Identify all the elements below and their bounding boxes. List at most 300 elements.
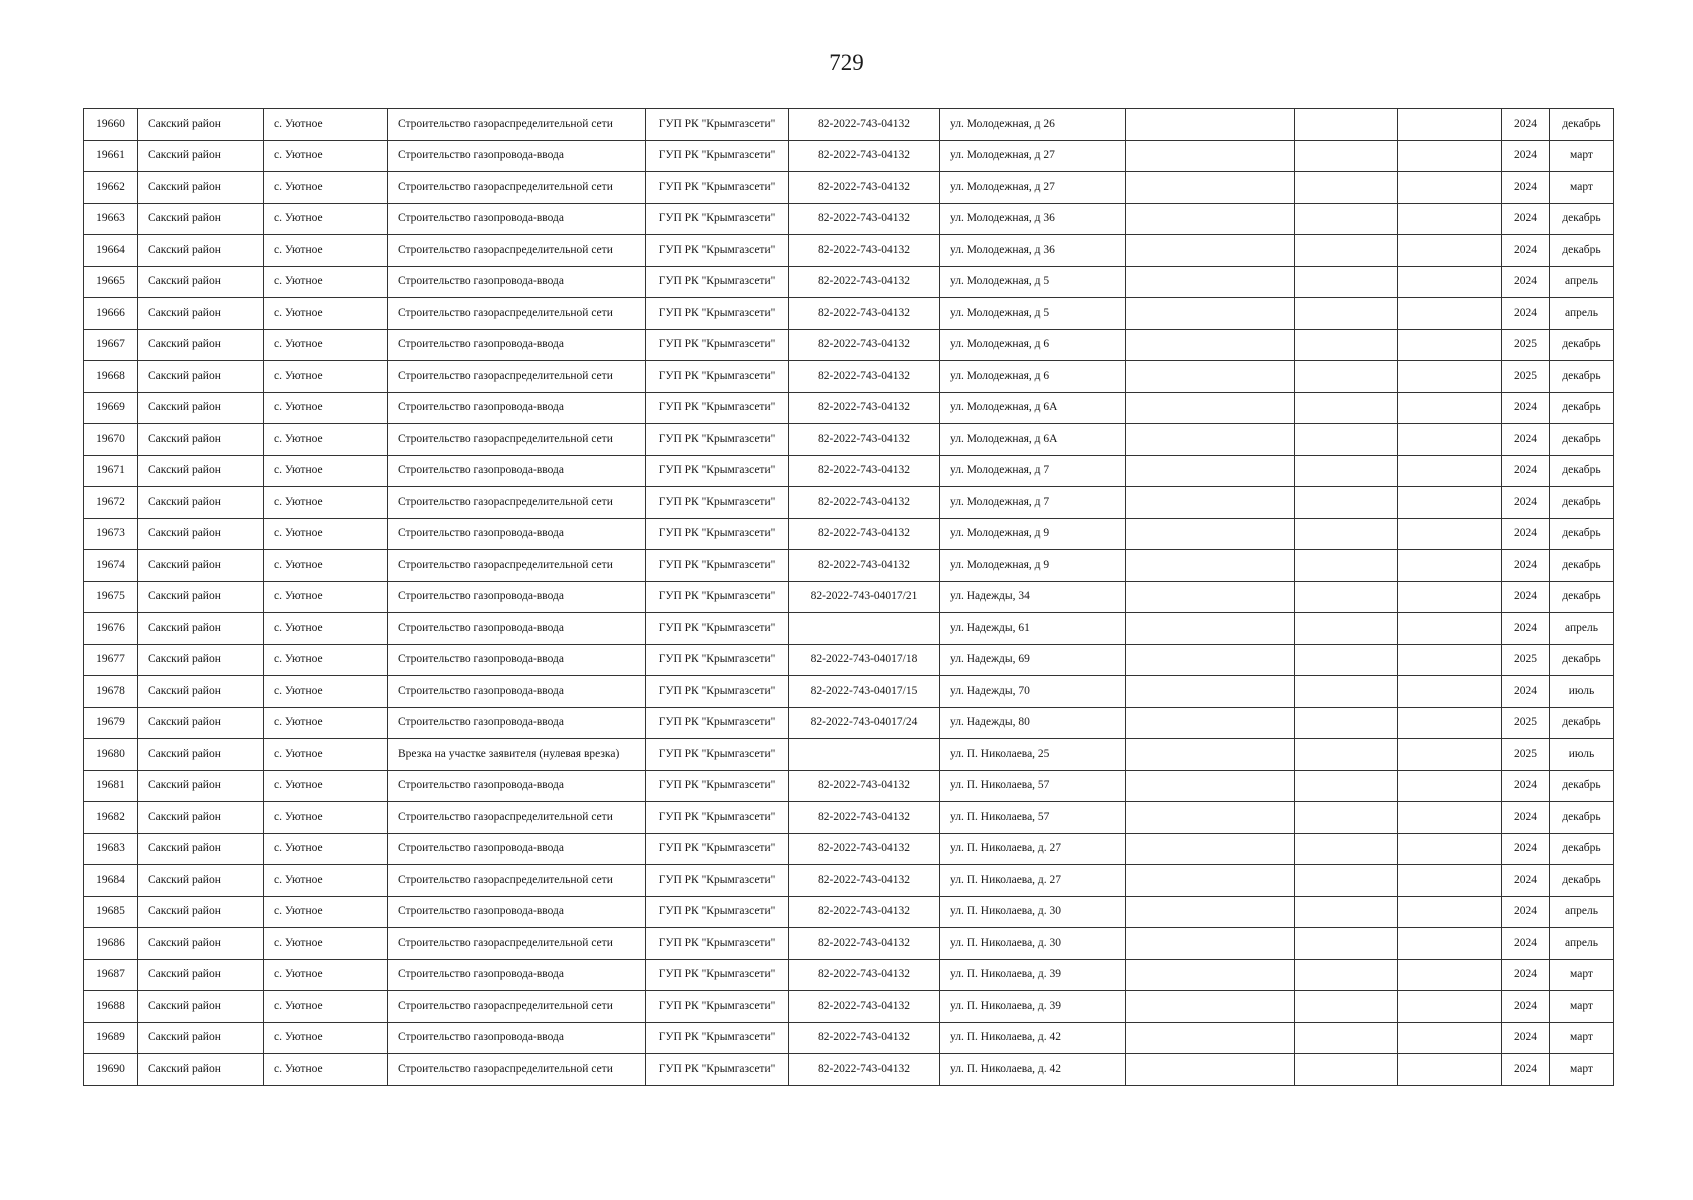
month-cell: март [1550,172,1614,204]
work-type-cell: Строительство газопровода-ввода [388,203,646,235]
empty-cell-3 [1398,770,1502,802]
year-cell: 2024 [1502,298,1550,330]
row-number: 19665 [84,266,138,298]
district-cell: Сакский район [138,896,264,928]
work-type-cell: Строительство газопровода-ввода [388,581,646,613]
village-cell: с. Уютное [264,1022,388,1054]
month-cell: апрель [1550,928,1614,960]
work-type-cell: Строительство газопровода-ввода [388,707,646,739]
village-cell: с. Уютное [264,865,388,897]
month-cell: декабрь [1550,644,1614,676]
empty-cell-2 [1295,109,1398,141]
empty-cell-1 [1126,928,1295,960]
work-type-cell: Строительство газораспределительной сети [388,802,646,834]
district-cell: Сакский район [138,518,264,550]
address-cell: ул. Надежды, 69 [940,644,1126,676]
month-cell: декабрь [1550,392,1614,424]
empty-cell-3 [1398,833,1502,865]
work-type-cell: Строительство газопровода-ввода [388,833,646,865]
row-number: 19663 [84,203,138,235]
empty-cell-1 [1126,802,1295,834]
district-cell: Сакский район [138,1054,264,1086]
table-row [84,833,1614,865]
organization-cell: ГУП РК "Крымгазсети" [646,676,789,708]
empty-cell-3 [1398,298,1502,330]
row-number: 19666 [84,298,138,330]
row-number: 19689 [84,1022,138,1054]
table-row [84,865,1614,897]
contract-number-cell: 82-2022-743-04132 [789,770,940,802]
table-row [84,581,1614,613]
table-row [84,140,1614,172]
address-cell: ул. П. Николаева, д. 27 [940,865,1126,897]
district-cell: Сакский район [138,991,264,1023]
empty-cell-1 [1126,518,1295,550]
month-cell: декабрь [1550,581,1614,613]
address-cell: ул. П. Николаева, д. 39 [940,991,1126,1023]
village-cell: с. Уютное [264,424,388,456]
village-cell: с. Уютное [264,991,388,1023]
village-cell: с. Уютное [264,928,388,960]
empty-cell-2 [1295,581,1398,613]
district-cell: Сакский район [138,676,264,708]
district-cell: Сакский район [138,644,264,676]
organization-cell: ГУП РК "Крымгазсети" [646,550,789,582]
district-cell: Сакский район [138,550,264,582]
district-cell: Сакский район [138,959,264,991]
year-cell: 2025 [1502,329,1550,361]
month-cell: декабрь [1550,833,1614,865]
empty-cell-3 [1398,392,1502,424]
empty-cell-2 [1295,518,1398,550]
empty-cell-2 [1295,140,1398,172]
village-cell: с. Уютное [264,613,388,645]
row-number: 19676 [84,613,138,645]
work-type-cell: Строительство газораспределительной сети [388,865,646,897]
contract-number-cell: 82-2022-743-04132 [789,298,940,330]
empty-cell-1 [1126,140,1295,172]
organization-cell: ГУП РК "Крымгазсети" [646,613,789,645]
address-cell: ул. П. Николаева, д. 27 [940,833,1126,865]
empty-cell-1 [1126,266,1295,298]
table-row [84,739,1614,771]
district-cell: Сакский район [138,739,264,771]
table-row [84,172,1614,204]
table-row [84,424,1614,456]
contract-number-cell [789,613,940,645]
work-type-cell: Строительство газораспределительной сети [388,1054,646,1086]
organization-cell: ГУП РК "Крымгазсети" [646,329,789,361]
empty-cell-1 [1126,109,1295,141]
row-number: 19679 [84,707,138,739]
month-cell: март [1550,959,1614,991]
organization-cell: ГУП РК "Крымгазсети" [646,109,789,141]
month-cell: декабрь [1550,707,1614,739]
empty-cell-3 [1398,487,1502,519]
empty-cell-1 [1126,172,1295,204]
district-cell: Сакский район [138,455,264,487]
table-row [84,613,1614,645]
row-number: 19672 [84,487,138,519]
empty-cell-2 [1295,329,1398,361]
empty-cell-2 [1295,235,1398,267]
year-cell: 2024 [1502,928,1550,960]
empty-cell-2 [1295,424,1398,456]
year-cell: 2024 [1502,865,1550,897]
month-cell: декабрь [1550,203,1614,235]
district-cell: Сакский район [138,203,264,235]
address-cell: ул. Молодежная, д 9 [940,550,1126,582]
contract-number-cell: 82-2022-743-04132 [789,959,940,991]
address-cell: ул. Молодежная, д 27 [940,140,1126,172]
table-row [84,896,1614,928]
table-row [84,644,1614,676]
row-number: 19664 [84,235,138,267]
village-cell: с. Уютное [264,707,388,739]
organization-cell: ГУП РК "Крымгазсети" [646,424,789,456]
empty-cell-3 [1398,1022,1502,1054]
empty-cell-3 [1398,676,1502,708]
district-cell: Сакский район [138,581,264,613]
empty-cell-1 [1126,833,1295,865]
empty-cell-2 [1295,613,1398,645]
row-number: 19673 [84,518,138,550]
contract-number-cell: 82-2022-743-04132 [789,455,940,487]
village-cell: с. Уютное [264,203,388,235]
year-cell: 2024 [1502,266,1550,298]
empty-cell-2 [1295,928,1398,960]
village-cell: с. Уютное [264,392,388,424]
month-cell: декабрь [1550,550,1614,582]
row-number: 19687 [84,959,138,991]
address-cell: ул. Молодежная, д 27 [940,172,1126,204]
empty-cell-3 [1398,550,1502,582]
table-row [84,802,1614,834]
address-cell: ул. П. Николаева, 25 [940,739,1126,771]
work-type-cell: Строительство газопровода-ввода [388,1022,646,1054]
empty-cell-2 [1295,550,1398,582]
row-number: 19667 [84,329,138,361]
address-cell: ул. Молодежная, д 5 [940,266,1126,298]
work-type-cell: Врезка на участке заявителя (нулевая врезка) [388,739,646,771]
contract-number-cell: 82-2022-743-04132 [789,865,940,897]
village-cell: с. Уютное [264,298,388,330]
empty-cell-1 [1126,581,1295,613]
work-type-cell: Строительство газораспределительной сети [388,487,646,519]
year-cell: 2024 [1502,487,1550,519]
work-type-cell: Строительство газопровода-ввода [388,329,646,361]
month-cell: июль [1550,676,1614,708]
month-cell: апрель [1550,896,1614,928]
empty-cell-1 [1126,361,1295,393]
organization-cell: ГУП РК "Крымгазсети" [646,392,789,424]
organization-cell: ГУП РК "Крымгазсети" [646,770,789,802]
empty-cell-2 [1295,802,1398,834]
address-cell: ул. П. Николаева, д. 39 [940,959,1126,991]
contract-number-cell: 82-2022-743-04132 [789,361,940,393]
village-cell: с. Уютное [264,109,388,141]
year-cell: 2024 [1502,802,1550,834]
work-type-cell: Строительство газопровода-ввода [388,959,646,991]
organization-cell: ГУП РК "Крымгазсети" [646,518,789,550]
empty-cell-1 [1126,424,1295,456]
contract-number-cell: 82-2022-743-04132 [789,802,940,834]
contract-number-cell: 82-2022-743-04132 [789,550,940,582]
row-number: 19677 [84,644,138,676]
row-number: 19685 [84,896,138,928]
organization-cell: ГУП РК "Крымгазсети" [646,896,789,928]
district-cell: Сакский район [138,140,264,172]
village-cell: с. Уютное [264,581,388,613]
row-number: 19682 [84,802,138,834]
row-number: 19675 [84,581,138,613]
month-cell: апрель [1550,298,1614,330]
address-cell: ул. П. Николаева, д. 30 [940,928,1126,960]
empty-cell-3 [1398,266,1502,298]
month-cell: декабрь [1550,109,1614,141]
empty-cell-1 [1126,392,1295,424]
empty-cell-2 [1295,298,1398,330]
empty-cell-3 [1398,991,1502,1023]
table-row [84,770,1614,802]
village-cell: с. Уютное [264,487,388,519]
district-cell: Сакский район [138,1022,264,1054]
empty-cell-2 [1295,739,1398,771]
contract-number-cell: 82-2022-743-04132 [789,518,940,550]
month-cell: декабрь [1550,802,1614,834]
empty-cell-3 [1398,361,1502,393]
empty-cell-3 [1398,109,1502,141]
empty-cell-1 [1126,487,1295,519]
organization-cell: ГУП РК "Крымгазсети" [646,865,789,897]
row-number: 19661 [84,140,138,172]
year-cell: 2024 [1502,1054,1550,1086]
district-cell: Сакский район [138,361,264,393]
empty-cell-1 [1126,676,1295,708]
empty-cell-1 [1126,235,1295,267]
empty-cell-2 [1295,770,1398,802]
contract-number-cell: 82-2022-743-04132 [789,424,940,456]
organization-cell: ГУП РК "Крымгазсети" [646,298,789,330]
year-cell: 2024 [1502,424,1550,456]
work-type-cell: Строительство газораспределительной сети [388,172,646,204]
work-type-cell: Строительство газораспределительной сети [388,928,646,960]
district-cell: Сакский район [138,707,264,739]
contract-number-cell: 82-2022-743-04132 [789,991,940,1023]
empty-cell-1 [1126,865,1295,897]
work-type-cell: Строительство газораспределительной сети [388,298,646,330]
row-number: 19671 [84,455,138,487]
month-cell: апрель [1550,266,1614,298]
work-type-cell: Строительство газопровода-ввода [388,676,646,708]
empty-cell-1 [1126,613,1295,645]
row-number: 19684 [84,865,138,897]
empty-cell-3 [1398,518,1502,550]
month-cell: декабрь [1550,329,1614,361]
contract-number-cell: 82-2022-743-04132 [789,1022,940,1054]
district-cell: Сакский район [138,392,264,424]
organization-cell: ГУП РК "Крымгазсети" [646,802,789,834]
year-cell: 2024 [1502,109,1550,141]
empty-cell-3 [1398,959,1502,991]
empty-cell-2 [1295,361,1398,393]
district-cell: Сакский район [138,329,264,361]
address-cell: ул. Молодежная, д 26 [940,109,1126,141]
year-cell: 2024 [1502,235,1550,267]
work-type-cell: Строительство газораспределительной сети [388,991,646,1023]
contract-number-cell: 82-2022-743-04132 [789,928,940,960]
empty-cell-2 [1295,959,1398,991]
work-type-cell: Строительство газопровода-ввода [388,518,646,550]
village-cell: с. Уютное [264,676,388,708]
empty-cell-2 [1295,676,1398,708]
address-cell: ул. П. Николаева, д. 30 [940,896,1126,928]
month-cell: декабрь [1550,770,1614,802]
empty-cell-3 [1398,896,1502,928]
contract-number-cell: 82-2022-743-04132 [789,329,940,361]
organization-cell: ГУП РК "Крымгазсети" [646,644,789,676]
register-table [83,108,1614,1086]
row-number: 19686 [84,928,138,960]
empty-cell-3 [1398,455,1502,487]
address-cell: ул. Молодежная, д 6 [940,329,1126,361]
table-row [84,676,1614,708]
contract-number-cell [789,739,940,771]
empty-cell-1 [1126,770,1295,802]
empty-cell-3 [1398,613,1502,645]
work-type-cell: Строительство газопровода-ввода [388,392,646,424]
empty-cell-2 [1295,644,1398,676]
month-cell: декабрь [1550,424,1614,456]
work-type-cell: Строительство газопровода-ввода [388,770,646,802]
address-cell: ул. П. Николаева, 57 [940,802,1126,834]
year-cell: 2025 [1502,361,1550,393]
work-type-cell: Строительство газопровода-ввода [388,644,646,676]
empty-cell-3 [1398,865,1502,897]
month-cell: декабрь [1550,487,1614,519]
table-row [84,550,1614,582]
work-type-cell: Строительство газопровода-ввода [388,266,646,298]
empty-cell-2 [1295,172,1398,204]
village-cell: с. Уютное [264,896,388,928]
organization-cell: ГУП РК "Крымгазсети" [646,1054,789,1086]
page-number: 729 [829,50,864,75]
organization-cell: ГУП РК "Крымгазсети" [646,487,789,519]
district-cell: Сакский район [138,928,264,960]
year-cell: 2024 [1502,455,1550,487]
table-row [84,991,1614,1023]
empty-cell-1 [1126,739,1295,771]
address-cell: ул. Молодежная, д 36 [940,235,1126,267]
organization-cell: ГУП РК "Крымгазсети" [646,959,789,991]
contract-number-cell: 82-2022-743-04132 [789,833,940,865]
year-cell: 2024 [1502,581,1550,613]
organization-cell: ГУП РК "Крымгазсети" [646,928,789,960]
work-type-cell: Строительство газопровода-ввода [388,455,646,487]
contract-number-cell: 82-2022-743-04132 [789,235,940,267]
address-cell: ул. П. Николаева, 57 [940,770,1126,802]
month-cell: декабрь [1550,865,1614,897]
empty-cell-3 [1398,172,1502,204]
month-cell: декабрь [1550,361,1614,393]
month-cell: декабрь [1550,235,1614,267]
village-cell: с. Уютное [264,550,388,582]
contract-number-cell: 82-2022-743-04132 [789,203,940,235]
empty-cell-2 [1295,896,1398,928]
empty-cell-2 [1295,991,1398,1023]
address-cell: ул. Молодежная, д 7 [940,487,1126,519]
district-cell: Сакский район [138,865,264,897]
district-cell: Сакский район [138,802,264,834]
year-cell: 2024 [1502,770,1550,802]
year-cell: 2025 [1502,707,1550,739]
table-row [84,455,1614,487]
work-type-cell: Строительство газопровода-ввода [388,896,646,928]
organization-cell: ГУП РК "Крымгазсети" [646,266,789,298]
empty-cell-1 [1126,959,1295,991]
address-cell: ул. Надежды, 34 [940,581,1126,613]
organization-cell: ГУП РК "Крымгазсети" [646,172,789,204]
empty-cell-3 [1398,707,1502,739]
district-cell: Сакский район [138,109,264,141]
empty-cell-1 [1126,991,1295,1023]
village-cell: с. Уютное [264,959,388,991]
table-row [84,1022,1614,1054]
address-cell: ул. Молодежная, д 6 [940,361,1126,393]
table-body [84,109,1614,1086]
year-cell: 2024 [1502,203,1550,235]
year-cell: 2024 [1502,896,1550,928]
district-cell: Сакский район [138,235,264,267]
empty-cell-2 [1295,392,1398,424]
contract-number-cell: 82-2022-743-04017/24 [789,707,940,739]
organization-cell: ГУП РК "Крымгазсети" [646,1022,789,1054]
empty-cell-1 [1126,896,1295,928]
empty-cell-3 [1398,581,1502,613]
empty-cell-2 [1295,487,1398,519]
empty-cell-3 [1398,802,1502,834]
empty-cell-2 [1295,266,1398,298]
year-cell: 2024 [1502,518,1550,550]
empty-cell-1 [1126,455,1295,487]
empty-cell-1 [1126,1022,1295,1054]
village-cell: с. Уютное [264,1054,388,1086]
empty-cell-3 [1398,140,1502,172]
village-cell: с. Уютное [264,739,388,771]
empty-cell-3 [1398,739,1502,771]
work-type-cell: Строительство газораспределительной сети [388,550,646,582]
contract-number-cell: 82-2022-743-04132 [789,896,940,928]
village-cell: с. Уютное [264,361,388,393]
empty-cell-1 [1126,644,1295,676]
empty-cell-3 [1398,329,1502,361]
organization-cell: ГУП РК "Крымгазсети" [646,991,789,1023]
year-cell: 2024 [1502,613,1550,645]
empty-cell-3 [1398,644,1502,676]
work-type-cell: Строительство газопровода-ввода [388,613,646,645]
empty-cell-2 [1295,203,1398,235]
empty-cell-3 [1398,203,1502,235]
empty-cell-3 [1398,928,1502,960]
year-cell: 2024 [1502,991,1550,1023]
month-cell: декабрь [1550,518,1614,550]
empty-cell-2 [1295,1022,1398,1054]
contract-number-cell: 82-2022-743-04132 [789,266,940,298]
year-cell: 2024 [1502,676,1550,708]
address-cell: ул. П. Николаева, д. 42 [940,1022,1126,1054]
empty-cell-1 [1126,329,1295,361]
address-cell: ул. П. Николаева, д. 42 [940,1054,1126,1086]
